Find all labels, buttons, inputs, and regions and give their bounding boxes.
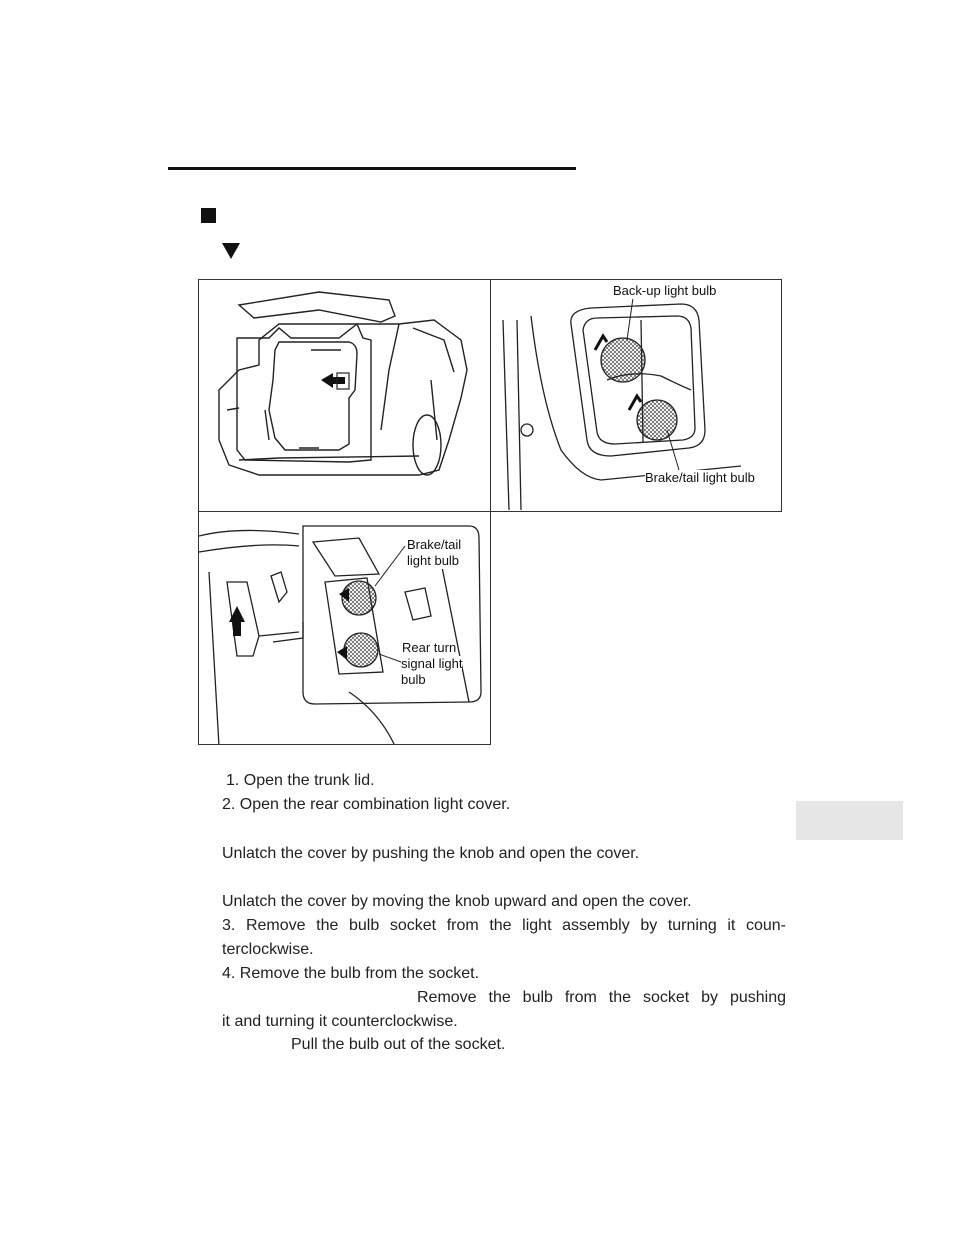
brake-tail-label-line2: light bulb — [407, 553, 460, 568]
section-rule — [168, 167, 576, 170]
step-3-line2: terclockwise. — [222, 941, 314, 958]
car-trunk-illustration — [199, 280, 491, 512]
step-4-note-a-line2: it and turning it counterclockwise. — [222, 1013, 458, 1030]
step-2: 2. Open the rear combination light cover. — [222, 796, 511, 813]
rear-turn-illustration-panel — [198, 511, 491, 745]
section-square-marker — [201, 208, 216, 223]
step-4: 4. Remove the bulb from the socket. — [222, 965, 480, 982]
backup-light-illustration-panel — [490, 279, 782, 512]
rear-turn-label-line3: bulb — [401, 672, 426, 687]
backup-bulb-label: Back-up light bulb — [613, 283, 717, 298]
step-4-note-b: Pull the bulb out of the socket. — [291, 1036, 506, 1053]
step-2-note-b: Unlatch the cover by moving the knob upward and open the cover. — [222, 893, 692, 910]
section-thumb-tab — [796, 801, 903, 840]
brake-tail-label-line1: Brake/tail — [407, 537, 462, 552]
rear-turn-label-line2: signal light — [401, 656, 463, 671]
step-1: 1. Open the trunk lid. — [226, 772, 375, 789]
rear-turn-label-line1: Rear turn — [402, 640, 457, 655]
step-3-line1: 3. Remove the bulb socket from the light assembly by turning it coun- — [222, 917, 786, 934]
step-2-note-a: Unlatch the cover by pushing the knob and open the cover. — [222, 845, 640, 862]
subsection-triangle-marker — [222, 243, 240, 259]
trunk-illustration-panel — [198, 279, 491, 512]
brake-tail-bulb-label: Brake/tail light bulb — [645, 470, 755, 485]
step-4-note-a-line1: Remove the bulb from the socket by pushing — [417, 989, 786, 1006]
